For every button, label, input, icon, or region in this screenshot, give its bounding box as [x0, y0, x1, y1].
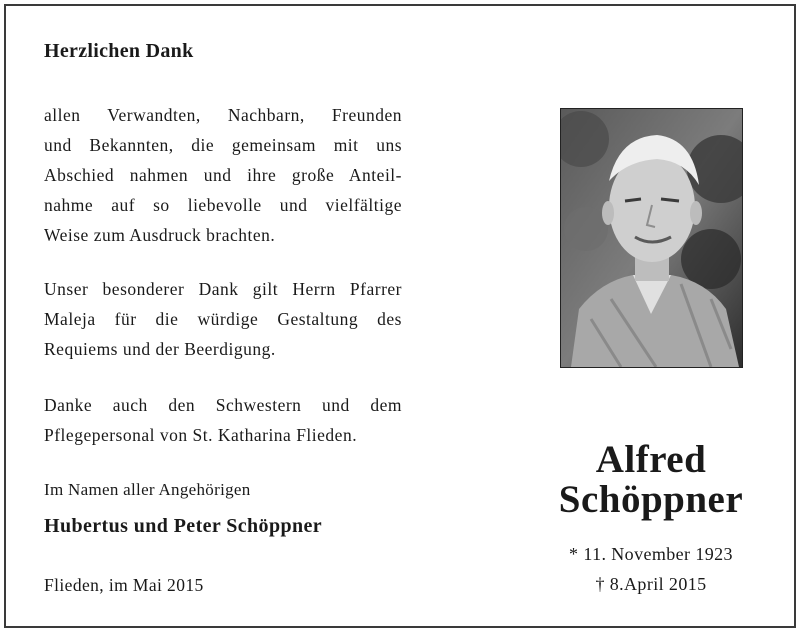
text-line: nahme auf so liebevolle und vielfältige [44, 195, 402, 215]
portrait-photo [560, 108, 743, 368]
deceased-first-name: Alfred [595, 438, 707, 481]
deceased-last-name: Schöppner [558, 478, 744, 521]
text-line: Pflegepersonal von St. Katharina Flieden. [44, 425, 358, 445]
pastor-paragraph [44, 274, 402, 364]
text-line: Requiems und der Beerdigung. [44, 339, 276, 359]
text-line: Maleja für die würdige Gestaltung des [44, 309, 402, 329]
death-date: † 8.April 2015 [595, 574, 707, 594]
thanks-paragraph [44, 100, 402, 250]
birth-date: * 11. November 1923 [569, 544, 733, 564]
nurses-paragraph [44, 390, 402, 450]
text-line: Danke auch den Schwestern und dem [44, 395, 402, 415]
place-date: Flieden, im Mai 2015 [44, 575, 204, 595]
heading: Herzlichen Dank [44, 40, 194, 62]
behalf-line: Im Namen aller Angehörigen [44, 480, 251, 499]
text-line: allen Verwandten, Nachbarn, Freunden [44, 105, 402, 125]
text-line: Unser besonderer Dank gilt Herrn Pfarrer [44, 279, 402, 299]
text-line: und Bekannten, die gemeinsam mit uns [44, 135, 402, 155]
portrait-image [561, 109, 742, 367]
text-line: Abschied nahmen und ihre große Anteil- [44, 165, 402, 185]
signers: Hubertus und Peter Schöppner [44, 515, 323, 537]
text-line: Weise zum Ausdruck brachten. [44, 225, 276, 245]
obituary-card [4, 4, 796, 628]
